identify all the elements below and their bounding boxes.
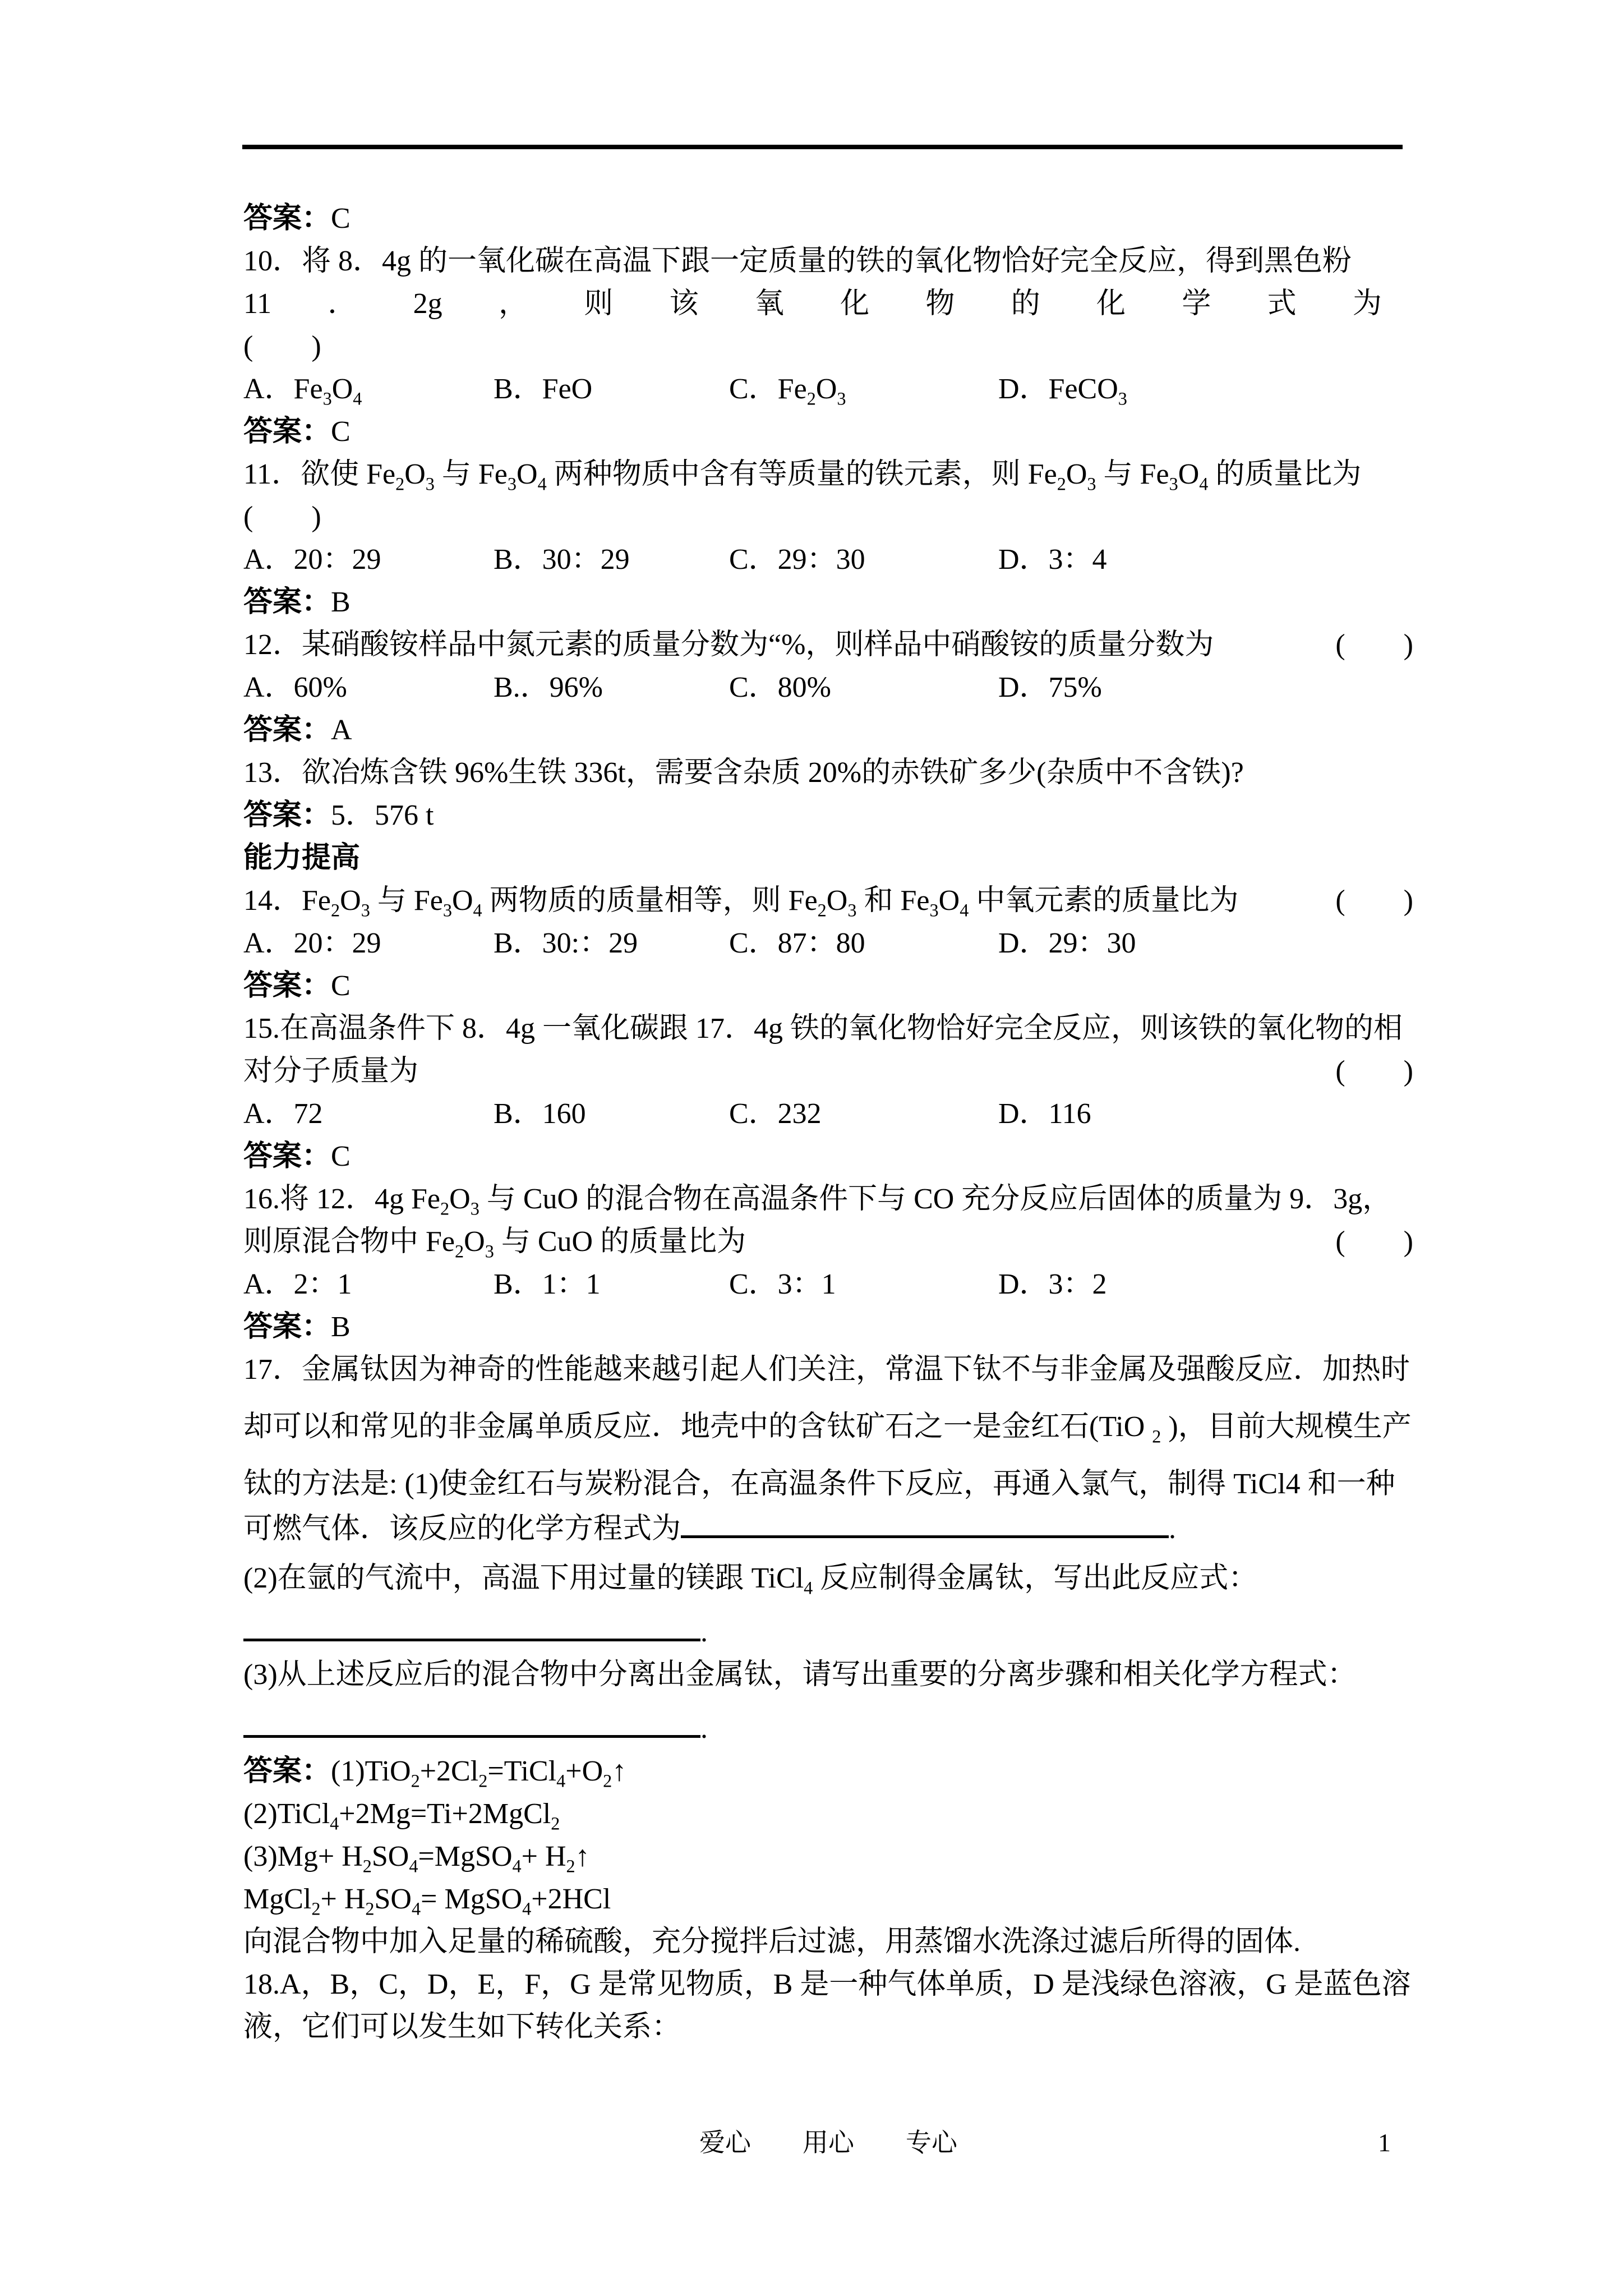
text-run: C．$Fe_2O_3$ <box>729 373 846 409</box>
question-16-options <box>243 1263 1413 1306</box>
answer-blank <box>243 1612 700 1641</box>
text-run: 15.在高温条件下 8．4g 一氧化碳跟 17．4g 铁的氧化物恰好完全反应，则该铁的氧化物的相 <box>243 1013 1403 1045</box>
answer-parentheses: ( ) <box>1335 885 1413 917</box>
text-run: D．75% <box>998 671 1102 703</box>
text-run: 钛的方法是: (1)使金红石与炭粉混合，在高温条件下反应，再通入氯气，制得 TiCl4 和一种 <box>243 1468 1395 1500</box>
text-run: 14．$Fe_2O_3$ 与 $Fe_3O_4$ 两物质的质量相等，则 $Fe_2O_3$ 和 $Fe_3O_4$ 中氧元素的质量比为 <box>243 885 1239 921</box>
answer-line-q17-eq3 <box>243 1835 1413 1878</box>
justified-token: 氧 <box>754 288 784 320</box>
text-run: A．2：1 <box>243 1268 352 1300</box>
option-d <box>998 539 1107 581</box>
answer-line-q15 <box>243 1135 1413 1178</box>
text-run: 则原混合物中 $Fe_2O_3$ 与 CuO 的质量比为 <box>243 1226 746 1262</box>
question-16-line-1 <box>243 1178 1413 1221</box>
text-run: $(3)Mg+ H_2SO_4=MgSO_4+$ $H_2↑$ <box>243 1841 590 1876</box>
question-17-line-3 <box>243 1463 1413 1506</box>
text-run: D．3：2 <box>998 1268 1107 1300</box>
option-a <box>243 1093 494 1135</box>
text-run: 向混合物中加入足量的稀硫酸，充分搅拌后过滤，用蒸馏水洗涤过滤后所得的固体. <box>243 1926 1301 1958</box>
question-12 <box>243 624 1413 666</box>
justified-token: ． <box>328 288 357 320</box>
text-run: C．87：80 <box>729 927 865 959</box>
bold-text: 答案： <box>243 1311 331 1343</box>
answer-parentheses: ( ) <box>1335 1226 1413 1258</box>
answer-line-q17-eq4 <box>243 1878 1413 1921</box>
answer-parentheses: ( ) <box>1335 1055 1413 1087</box>
question-17-line-1 <box>243 1349 1413 1391</box>
split-left <box>243 880 1238 922</box>
text-run: B <box>331 586 351 618</box>
text-run: A <box>331 714 352 746</box>
text-run: 5．576 t <box>331 799 434 831</box>
text-run: MgCl$_2$+ $H_2SO_4=$ MgSO$_4$+2HCl <box>243 1883 611 1919</box>
text-run: 10．将 8．4g 的一氧化碳在高温下跟一定质量的铁的氧化物恰好完全反应，得到黑色粉 <box>243 245 1352 277</box>
text-run: 对分子质量为 <box>243 1055 419 1087</box>
question-11 <box>243 453 1413 539</box>
bold-text: 答案： <box>243 970 331 1002</box>
justified-token: 物 <box>925 288 955 320</box>
question-18-line-1 <box>243 1963 1413 2006</box>
bold-text: 答案： <box>243 714 331 746</box>
option-a <box>243 1263 494 1306</box>
question-17-blank-2: . <box>243 1611 1413 1654</box>
option-b <box>494 666 729 709</box>
question-10-line-1 <box>243 240 1413 283</box>
justified-token: ， <box>498 288 528 320</box>
question-15-line-1 <box>243 1007 1413 1050</box>
text-run: 可燃气体．该反应的化学方程式为 <box>243 1513 681 1545</box>
answer-line-q13 <box>243 794 1413 837</box>
page-number: 1 <box>1378 2128 1391 2157</box>
text-run: A．20：29 <box>243 927 381 959</box>
option-d <box>998 368 1127 411</box>
option-c <box>729 666 998 709</box>
question-17-blank-3: . <box>243 1708 1413 1750</box>
split-left <box>243 624 1214 666</box>
option-c <box>729 368 998 411</box>
answer-line-q17-eq1 <box>243 1750 1413 1793</box>
justified-token: 式 <box>1267 288 1297 320</box>
text-run: C．232 <box>729 1098 822 1130</box>
text-run: C <box>331 203 351 234</box>
question-18-line-2 <box>243 2006 1413 2049</box>
answer-line-q17-note <box>243 1921 1413 1963</box>
option-d <box>998 922 1136 965</box>
text-run: D．29：30 <box>998 927 1136 959</box>
question-14-options <box>243 922 1413 965</box>
text-run: 17．金属钛因为神奇的性能越来越引起人们关注，常温下钛不与非金属及强酸反应．加热时 <box>243 1354 1410 1386</box>
page-footer <box>243 2126 1413 2160</box>
text-run: B.．96% <box>494 671 603 703</box>
answer-line-q17-eq2 <box>243 1793 1413 1835</box>
bold-text: 答案： <box>243 1140 331 1172</box>
text-run: (2)在氩的气流中，高温下用过量的镁跟 TiCl$_4$ 反应制得金属钛，写出此反应式： <box>243 1562 1258 1598</box>
answer-line-q12 <box>243 709 1413 752</box>
question-12-options <box>243 666 1413 709</box>
answer-line-q14 <box>243 965 1413 1007</box>
text-run: 16.将 12．4g $Fe_2O_3$ 与 CuO 的混合物在高温条件下与 CO 充分反应后固体的质量为 9．3g， <box>243 1183 1392 1219</box>
question-10-line-2 <box>243 283 1382 325</box>
option-b <box>494 539 729 581</box>
text-run: B <box>331 1311 351 1343</box>
option-c <box>729 922 998 965</box>
option-a <box>243 368 494 411</box>
text-run: C <box>331 416 351 448</box>
bold-text: 答案： <box>243 799 331 831</box>
text-run: (2)TiCl$_4$+2Mg=Ti+2MgCl$_2$ <box>243 1798 560 1834</box>
text-run: D．FeCO$_3$ <box>998 373 1127 409</box>
text-run: 11．欲使 $Fe_2O_3$ 与 $Fe_3O_4$ 两种物质中含有等质量的铁元素，则 $Fe_2O_3$ 与 $Fe_3O_4$ 的质量比为( ) <box>243 458 1362 533</box>
text-run: B．FeO <box>494 373 593 405</box>
split-left <box>243 1050 418 1093</box>
question-11-options <box>243 539 1413 581</box>
question-17-part-3 <box>243 1654 1413 1696</box>
text-run: 18.A，B，C，D，E，F，G 是常见物质，B 是一种气体单质，D 是浅绿色溶液，G 是蓝色溶 <box>243 1968 1411 2000</box>
answer-line-q11 <box>243 581 1413 624</box>
text-run: A．20：29 <box>243 544 381 576</box>
text-run: C <box>331 970 351 1002</box>
option-c <box>729 539 998 581</box>
text-run: C．80% <box>729 671 832 703</box>
text-run: A．$Fe_3O_4$ <box>243 373 362 409</box>
answer-line-q16 <box>243 1306 1413 1349</box>
justified-token: 的 <box>1011 288 1040 320</box>
text-run: B．30:：29 <box>494 927 638 959</box>
question-17-part-2 <box>243 1557 1413 1600</box>
option-b <box>494 368 729 411</box>
footer-motto: 爱心 用心 专心 <box>699 2128 957 2157</box>
bold-text: 答案： <box>243 586 331 618</box>
option-c <box>729 1093 998 1135</box>
text-run: 13．欲冶炼含铁 96%生铁 336t，需要含杂质 20%的赤铁矿多少(杂质中不含铁)? <box>243 757 1244 789</box>
question-15-options <box>243 1093 1413 1135</box>
option-a <box>243 539 494 581</box>
justified-token: 学 <box>1182 288 1211 320</box>
text-run: C．29：30 <box>729 544 865 576</box>
justified-token: 化 <box>1096 288 1126 320</box>
option-b <box>494 1263 729 1306</box>
question-16-line-2 <box>243 1221 1413 1263</box>
question-10-options <box>243 368 1413 411</box>
header-rule <box>242 145 1403 149</box>
text-run: ( ) <box>243 330 321 362</box>
answer-parentheses: ( ) <box>1335 629 1413 661</box>
text-run: D．3：4 <box>998 544 1107 576</box>
answer-blank <box>243 1709 700 1738</box>
option-a <box>243 922 494 965</box>
answer-line-q10 <box>243 411 1413 453</box>
question-17-blank-1: 可燃气体．该反应的化学方程式为 . <box>243 1508 1413 1550</box>
justified-token: 2g <box>413 288 442 320</box>
text-run: D．116 <box>998 1098 1091 1130</box>
bold-text: 答案： <box>243 1755 331 1787</box>
text-run: C <box>331 1140 351 1172</box>
text-run: 12．某硝酸铵样品中氮元素的质量分数为“%，则样品中硝酸铵的质量分数为 <box>243 629 1214 661</box>
text-run: A．60% <box>243 671 347 703</box>
bold-text: 答案： <box>243 203 331 234</box>
bold-text: 答案： <box>243 416 331 448</box>
bold-text: 能力提高 <box>243 842 361 874</box>
text-run: (3)从上述反应后的混合物中分离出金属钛，请写出重要的分离步骤和相关化学方程式： <box>243 1659 1357 1691</box>
option-d <box>998 1093 1091 1135</box>
text-run: C．3：1 <box>729 1268 836 1300</box>
question-15-line-2 <box>243 1050 1413 1093</box>
justified-token: 为 <box>1352 288 1382 320</box>
section-heading <box>243 837 1413 880</box>
option-c <box>729 1263 998 1306</box>
justified-token: 11 <box>243 288 272 320</box>
question-10-line-3 <box>243 325 1413 368</box>
text-run: $(1)TiO_2+2Cl_2=TiCl_4+O_2↑$ <box>331 1755 627 1791</box>
text-run: A．72 <box>243 1098 323 1130</box>
option-d <box>998 1263 1107 1306</box>
text-run: 却可以和常见的非金属单质反应．地壳中的含钛矿石之一是金红石(TiO $_2$ )，目前大规模生产 <box>243 1411 1412 1447</box>
option-d <box>998 666 1102 709</box>
question-14 <box>243 880 1413 922</box>
answer-blank <box>681 1509 1169 1538</box>
text-run: 液，它们可以发生如下转化关系： <box>243 2011 681 2043</box>
split-left <box>243 1221 746 1263</box>
question-13 <box>243 752 1413 794</box>
justified-token: 则 <box>584 288 614 320</box>
text-run: B．160 <box>494 1098 586 1130</box>
option-a <box>243 666 494 709</box>
option-b <box>494 922 729 965</box>
answer-line-q9 <box>243 197 1413 240</box>
question-17-line-2 <box>243 1406 1413 1448</box>
option-b <box>494 1093 729 1135</box>
text-run: B．30：29 <box>494 544 630 576</box>
justified-token: 该 <box>669 288 699 320</box>
text-run: B．1：1 <box>494 1268 601 1300</box>
justified-token: 化 <box>840 288 870 320</box>
document-body <box>243 197 1413 2049</box>
